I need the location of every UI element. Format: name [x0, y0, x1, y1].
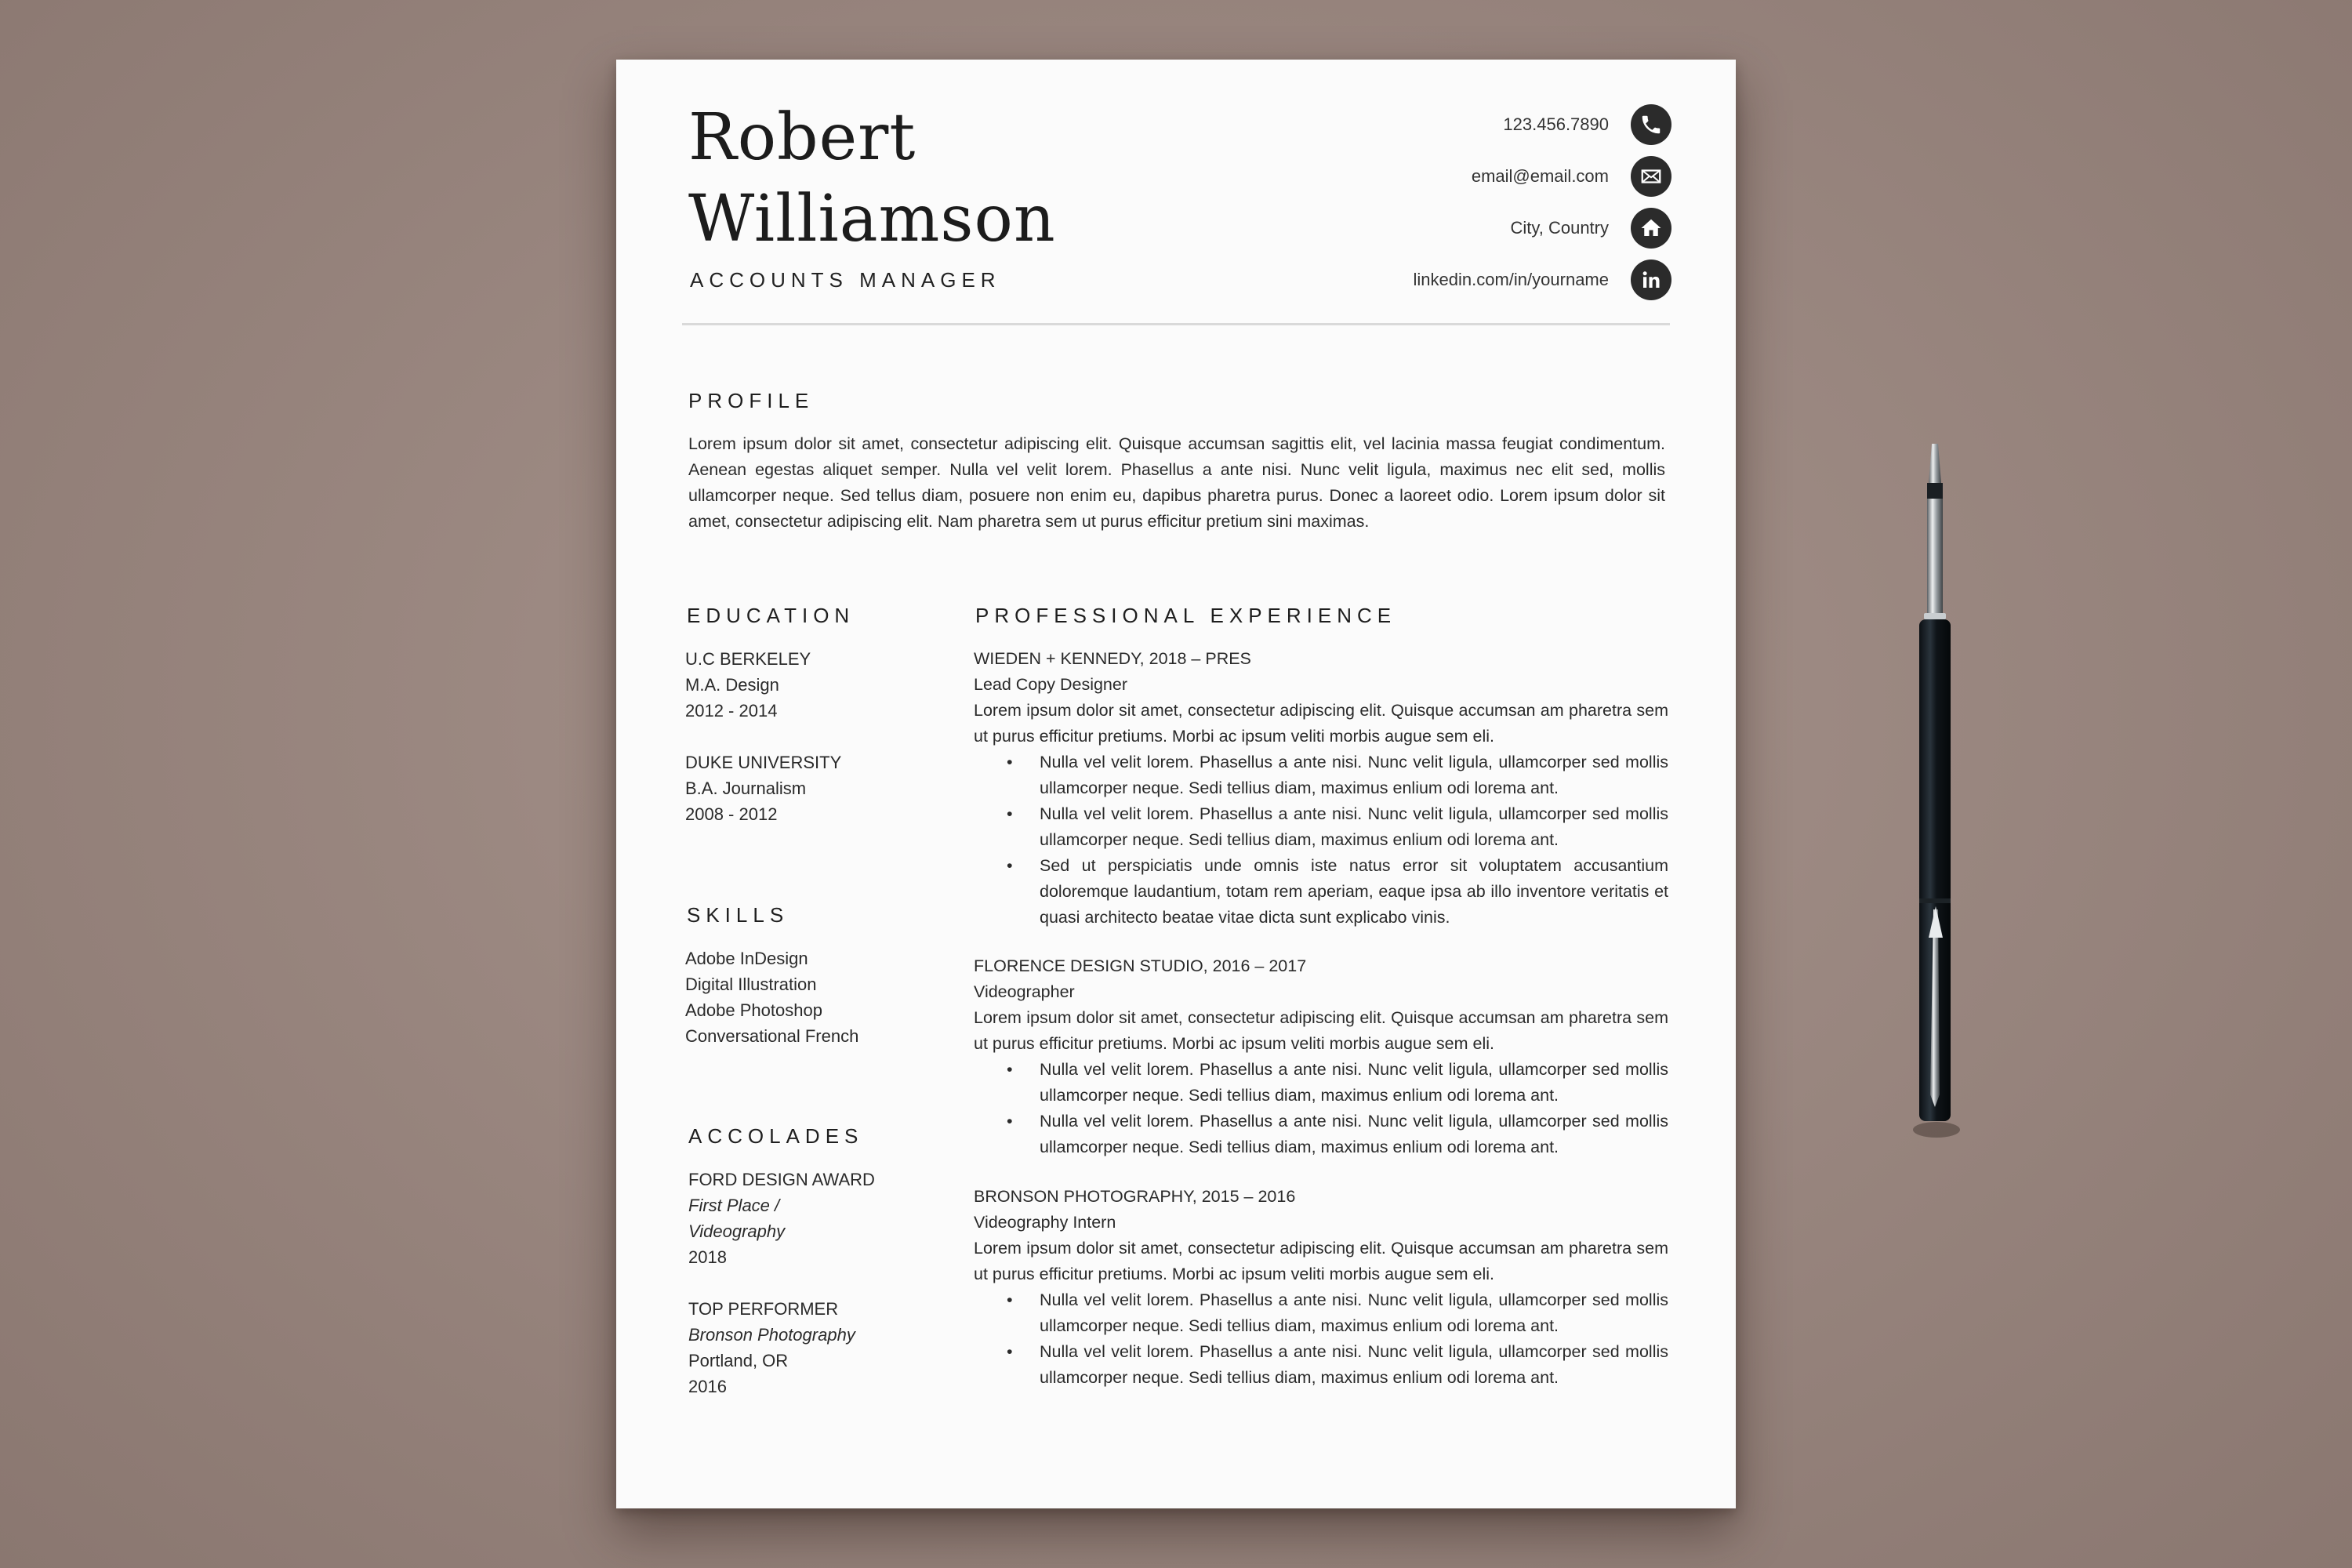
education-list: [685, 646, 841, 827]
contact-list: [1414, 99, 1671, 306]
job-bullet: • Sed ut perspiciatis unde omnis iste natus error sit voluptatem accusantium doloremque laudantium, totam rem aperiam, eaque ipsa ab illo inventore veritatis et quasi architecto beatae vitae dicta sunt explicabo vinis.: [1040, 853, 1668, 931]
job-summary: Lorem ipsum dolor sit amet, consectetur adipiscing elit. Quisque accumsan am pharetra sem ut purus efficitur pretiums. Morbi ac ipsum veliti morbis augue sem eli.: [974, 1239, 1668, 1283]
job-bullet: • Nulla vel velit lorem. Phasellus a ante nisi. Nunc velit ligula, ullamcorper sed mollis ullamcorper neque. Sedi tellius diam, maximus enlium odi lorema ant.: [1040, 1109, 1668, 1160]
skills-heading: SKILLS: [687, 903, 789, 927]
education-years: 2012 - 2014: [685, 701, 778, 720]
contact-email-text: email@email.com: [1471, 166, 1609, 186]
fountain-pen: [1904, 436, 1966, 1142]
job-company: FLORENCE DESIGN STUDIO, 2016 – 2017: [974, 956, 1307, 975]
skills-list: [685, 946, 858, 1049]
accolade-year: 2018: [688, 1247, 727, 1267]
education-degree: B.A. Journalism: [685, 779, 807, 798]
accolade-title: TOP PERFORMER: [688, 1299, 839, 1319]
job-bullets: [974, 750, 1668, 931]
job-company: WIEDEN + KENNEDY, 2018 – PRES: [974, 649, 1251, 668]
job-role: Lead Copy Designer: [974, 675, 1128, 694]
contact-phone-text: 123.456.7890: [1503, 114, 1609, 134]
contact-location: [1414, 202, 1671, 254]
job-bullet: • Nulla vel velit lorem. Phasellus a ante nisi. Nunc velit ligula, ullamcorper sed mollis ullamcorper neque. Sedi tellius diam, maximus enlium odi lorema ant.: [1040, 1287, 1668, 1339]
job-role: Videographer: [974, 982, 1075, 1001]
experience-job: [974, 953, 1668, 1160]
envelope-icon: [1631, 156, 1671, 197]
skill-item: Adobe Photoshop: [685, 1000, 822, 1020]
accolades-heading: ACCOLADES: [688, 1124, 864, 1148]
education-heading: EDUCATION: [687, 604, 855, 627]
job-summary: Lorem ipsum dolor sit amet, consectetur adipiscing elit. Quisque accumsan am pharetra sem ut purus efficitur pretiums. Morbi ac ipsum veliti morbis augue sem eli.: [974, 701, 1668, 746]
accolade-detail: Videography: [688, 1221, 786, 1241]
resume-page: [616, 60, 1736, 1508]
header-divider: [682, 323, 1670, 325]
job-bullets: [974, 1287, 1668, 1391]
contact-linkedin: [1414, 254, 1671, 306]
contact-email: [1414, 151, 1671, 202]
profile-text: Lorem ipsum dolor sit amet, consectetur adipiscing elit. Quisque accumsan sagittis elit, vel lacinia massa feugiat condimentum. Aenean egestas aliquet semper. Nulla vel velit lorem. Phasellus a ante nisi. Nunc velit ligula, maximus nec elit sed, mollis ullamcorper neque. Sed tellus diam, posuere non enim eu, dapibus pharetra purus. Donec a laoreet odio. Lorem ipsum dolor sit amet, consectetur adipiscing elit. Nam pharetra sem ut purus efficitur pretium sini maximas.: [688, 434, 1665, 531]
contact-location-text: City, Country: [1510, 218, 1609, 238]
candidate-name: [688, 97, 1056, 260]
education-school: U.C BERKELEY: [685, 649, 811, 669]
accolade-location: Portland, OR: [688, 1351, 789, 1370]
job-role: Videography Intern: [974, 1213, 1116, 1232]
accolade-detail: First Place /: [688, 1196, 780, 1215]
accolades-list: [688, 1167, 875, 1399]
job-bullet: • Nulla vel velit lorem. Phasellus a ante nisi. Nunc velit ligula, ullamcorper sed mollis ullamcorper neque. Sedi tellius diam, maximus enlium odi lorema ant.: [1040, 1339, 1668, 1391]
home-icon: [1631, 208, 1671, 249]
job-bullet: • Nulla vel velit lorem. Phasellus a ante nisi. Nunc velit ligula, ullamcorper sed mollis ullamcorper neque. Sedi tellius diam, maximus enlium odi lorema ant.: [1040, 801, 1668, 853]
contact-linkedin-text: linkedin.com/in/yourname: [1413, 270, 1609, 289]
accolade-year: 2016: [688, 1377, 727, 1396]
accolade-title: FORD DESIGN AWARD: [688, 1170, 875, 1189]
contact-phone: [1414, 99, 1671, 151]
experience-job: [974, 1184, 1668, 1391]
education-years: 2008 - 2012: [685, 804, 778, 824]
experience-heading: PROFESSIONAL EXPERIENCE: [975, 604, 1397, 627]
education-degree: M.A. Design: [685, 675, 779, 695]
job-title: ACCOUNTS MANAGER: [690, 268, 1001, 292]
accolade-detail: Bronson Photography: [688, 1325, 855, 1345]
job-bullet: • Nulla vel velit lorem. Phasellus a ante nisi. Nunc velit ligula, ullamcorper sed mollis ullamcorper neque. Sedi tellius diam, maximus enlium odi lorema ant.: [1040, 750, 1668, 801]
experience-job: [974, 646, 1668, 931]
job-summary: Lorem ipsum dolor sit amet, consectetur adipiscing elit. Quisque accumsan am pharetra sem ut purus efficitur pretiums. Morbi ac ipsum veliti morbis augue sem eli.: [974, 1008, 1668, 1053]
job-bullets: [974, 1057, 1668, 1160]
skill-item: Conversational French: [685, 1026, 859, 1046]
education-school: DUKE UNIVERSITY: [685, 753, 842, 772]
skill-item: Digital Illustration: [685, 975, 817, 994]
phone-icon: [1631, 104, 1671, 145]
job-company: BRONSON PHOTOGRAPHY, 2015 – 2016: [974, 1187, 1296, 1206]
linkedin-icon: [1631, 260, 1671, 300]
last-name: Williamson: [688, 182, 1056, 256]
profile-heading: PROFILE: [688, 389, 815, 412]
skill-item: Adobe InDesign: [685, 949, 808, 968]
job-bullet: • Nulla vel velit lorem. Phasellus a ante nisi. Nunc velit ligula, ullamcorper sed mollis ullamcorper neque. Sedi tellius diam, maximus enlium odi lorema ant.: [1040, 1057, 1668, 1109]
first-name: Robert: [688, 100, 916, 175]
